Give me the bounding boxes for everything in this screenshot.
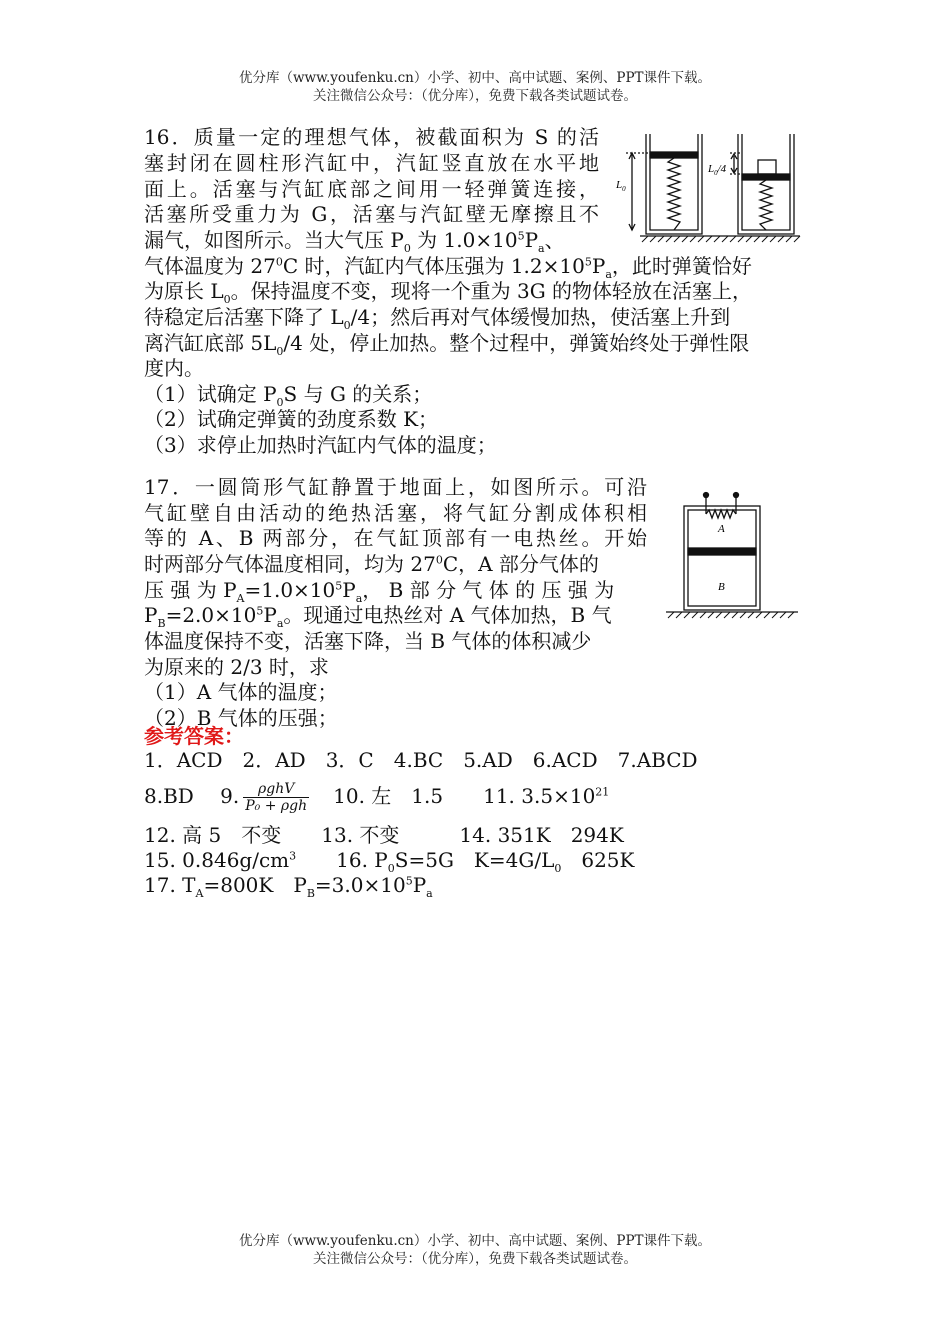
q16-line-7: 为原长 $L_0$。保持温度不变，现将一个重为 3G 的物体轻放在活塞上， — [144, 279, 753, 306]
q16-line-1: 16．质量一定的理想气体，被截面积为 S 的活 — [144, 125, 599, 149]
q16-line-2: 塞封闭在圆柱形汽缸中，汽缸竖直放在水平地 — [144, 151, 599, 175]
footer-line-1: 优分库（www.youfenku.cn）小学、初中、高中试题、案例、PPT课件下载。 — [238, 1233, 712, 1249]
header-line-2: 关注微信公众号：（优分库），免费下载各类试题试卷。 — [313, 88, 637, 104]
q16-line-5: 漏气，如图所示。当大气压 $P_0$ 为 $1.0\times 10^5P_a$、 — [144, 228, 565, 255]
q17-line-3: 等的 A、B 两部分，在气缸顶部有一电热丝。开始 — [144, 526, 647, 550]
header-line-1: 优分库（www.youfenku.cn）小学、初中、高中试题、案例、PPT课件下载。 — [238, 70, 712, 86]
q16-sub-2: （2）试确定弹簧的劲度系数 K； — [144, 407, 439, 431]
q17-sub-2: （2）B 气体的压强； — [144, 706, 338, 730]
answer-9-fraction: $\frac{\text{ρghV}}{\text{P₀ + ρgh}}$ — [245, 781, 308, 814]
answers-row-1: 1．ACD 2．AD 3．C 4.BC 5.AD 6.ACD 7.ABCD — [144, 748, 698, 772]
q17-line-1: 17．一圆筒形气缸静置于地面上，如图所示。可沿 — [144, 475, 647, 499]
q16-cylinder-figure — [610, 126, 805, 246]
q16-sub-1: （1）试确定 $P_0S$ 与 G 的关系； — [144, 382, 433, 409]
fig-label-A: A — [718, 523, 725, 535]
q16-line-8: 待稳定后活塞下降了 $L_0/4$；然后再对气体缓慢加热，使活塞上升到 — [144, 305, 731, 332]
answers-row-3: 12. 高 5 不变 13. 不变 14. 351K 294K — [144, 823, 624, 847]
fig-label-B: B — [718, 581, 725, 593]
q17-line-8: 为原来的 2/3 时，求 — [144, 655, 329, 679]
answers-row-4: 15. $0.846g/cm^3$ 16. $P_0S=5G$ $K=4G/L_0$ 625K — [144, 848, 635, 875]
q17-line-5: 压 强 为 $P_A=1.0\times 10^5P_a$， B 部 分 气 体 的 压 强 为 — [144, 578, 615, 605]
fig-label-L0: $L_0$ — [616, 179, 626, 193]
q16-line-3: 面上。活塞与汽缸底部之间用一轻弹簧连接， — [144, 177, 599, 201]
q17-line-6: $P_B=2.0\times 10^5P_a$。现通过电热丝对 A 气体加热，B 气 — [144, 603, 612, 630]
answers-title: 参考答案： — [144, 724, 244, 748]
q17-line-7: 体温度保持不变，活塞下降，当 B 气体的体积减少 — [144, 629, 592, 653]
fig-label-L0-4: $L_0/4$ — [708, 163, 727, 177]
footer-line-2: 关注微信公众号：（优分库），免费下载各类试题试卷。 — [313, 1251, 637, 1267]
answers-row-2: 8.BD 9. $\frac{\text{ρghV}}{\text{P₀ + ρgh}}$ 10. 左 1.5 11. $3.5\times 10^{21}$ — [144, 781, 610, 814]
q17-line-4: 时两部分气体温度相同，均为 $27^0C$，A 部分气体的 — [144, 552, 599, 576]
q16-line-10: 度内。 — [144, 356, 204, 380]
q16-line-6: 气体温度为 $27^0C$ 时，汽缸内气体压强为 $1.2\times 10^5P_a$，此时弹簧恰好 — [144, 254, 752, 281]
q16-sub-3: （3）求停止加热时汽缸内气体的温度； — [144, 433, 497, 457]
page-footer — [0, 1232, 950, 1268]
q17-line-2: 气缸壁自由活动的绝热活塞，将气缸分割成体积相 — [144, 501, 647, 525]
q17-cylinder-figure — [664, 488, 804, 623]
q16-line-4: 活塞所受重力为 G，活塞与汽缸壁无摩擦且不 — [144, 202, 599, 226]
q16-line-9: 离汽缸底部 $5L_0/4$ 处，停止加热。整个过程中，弹簧始终处于弹性限 — [144, 331, 750, 358]
q17-sub-1: （1）A 气体的温度； — [144, 680, 338, 704]
answers-row-5: 17. $T_A=800K$ $P_B=3.0\times 10^5P_a$ — [144, 873, 433, 900]
page-header — [0, 69, 950, 105]
